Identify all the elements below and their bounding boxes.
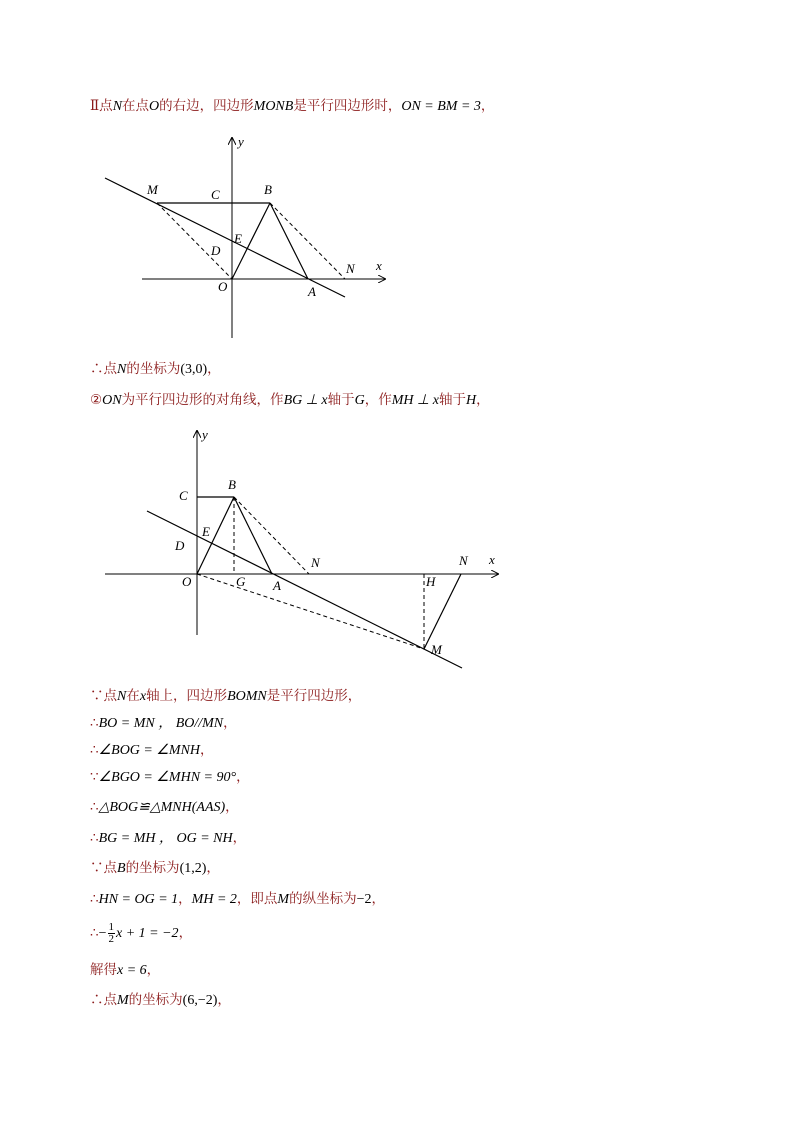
label-o: O [218, 279, 228, 294]
text: 的坐标为 [126, 361, 181, 377]
text: 的右边，四边形 [159, 98, 254, 114]
coordinate: (6,−2) [182, 993, 218, 1008]
equation: ∠BGO = ∠MHN = 90° [98, 770, 237, 785]
text: 是平行四边形时， [293, 98, 402, 114]
label-x: x [489, 552, 495, 567]
label-x: x [376, 258, 382, 273]
text: ∴ [90, 799, 99, 815]
text: Ⅱ点 [90, 98, 113, 114]
text-line-13 [90, 961, 160, 980]
segment-ba [270, 203, 308, 279]
equation: HN = OG = 1 [98, 892, 179, 907]
text: ，作 [364, 392, 392, 408]
text-line-8 [90, 798, 239, 817]
text: ， [146, 962, 161, 978]
text-line-1 [90, 97, 494, 116]
label-n2: N [459, 553, 468, 568]
label-h: H [426, 574, 436, 589]
text-line-11 [90, 890, 385, 909]
figure-1 [100, 130, 400, 345]
text-line-5 [90, 714, 237, 733]
var: H [465, 393, 477, 408]
text: ， [178, 891, 192, 907]
text: ∵点 [90, 688, 117, 704]
equation: BO = MN ， BO//MN [98, 716, 224, 731]
text-line-6 [90, 741, 214, 760]
var: N [112, 99, 123, 114]
var: ON [102, 393, 122, 408]
text: ， [200, 742, 214, 758]
label-a: A [273, 578, 281, 593]
label-o: O [182, 574, 192, 589]
var: O [149, 99, 160, 114]
var: G [354, 393, 365, 408]
text-line-12 [90, 922, 192, 945]
text: ， [480, 98, 495, 114]
fraction [108, 922, 116, 945]
text: 在点 [122, 98, 150, 114]
var: M [117, 993, 129, 1008]
label-g: G [236, 574, 246, 589]
equation: BG ⊥ x [283, 393, 328, 408]
coordinate: (1,2) [179, 861, 207, 876]
segment-bn [270, 203, 345, 279]
text: ， [225, 799, 239, 815]
label-m: M [431, 642, 442, 657]
line-l [147, 511, 462, 668]
equation: x + 1 = −2 [116, 926, 179, 941]
text-line-3 [90, 391, 490, 410]
text: ∴ [90, 742, 99, 758]
text: ， [206, 860, 220, 876]
label-e: E [202, 524, 210, 539]
label-c: C [179, 488, 188, 503]
figure-2 [100, 425, 510, 675]
label-a: A [308, 284, 316, 299]
text: ∴ [90, 830, 99, 846]
text: 轴于 [438, 392, 466, 408]
label-d: D [211, 243, 221, 258]
text: ， [232, 830, 247, 846]
text: ∴ [90, 891, 99, 907]
label-e: E [234, 231, 242, 246]
minus: − [98, 926, 107, 941]
text: ， [217, 992, 231, 1008]
text: 解得 [90, 962, 117, 978]
text: ② [90, 392, 103, 408]
text-line-7 [90, 768, 250, 787]
label-c: C [211, 187, 220, 202]
label-b: B [228, 477, 236, 492]
text: 在 [126, 688, 140, 704]
equation: x = 6 [117, 963, 147, 978]
label-y: y [238, 134, 244, 149]
equation: ∠BOG = ∠MNH [98, 743, 201, 758]
label-m: M [147, 182, 158, 197]
equation: MH ⊥ x [391, 393, 439, 408]
text: ∵点 [90, 860, 117, 876]
equation: BG = MH ， OG = NH [98, 831, 233, 846]
var: N [117, 362, 127, 377]
text: ∵ [90, 769, 99, 785]
var: x [139, 689, 147, 704]
var: N [117, 689, 127, 704]
segment-bn [234, 497, 309, 574]
value: −2 [356, 892, 372, 907]
text: 是平行四边形， [266, 688, 362, 704]
text-line-14 [90, 991, 231, 1010]
text: ， [207, 361, 221, 377]
segment-mo [157, 203, 232, 279]
var: MONB [253, 99, 294, 114]
text: 轴上，四边形 [146, 688, 228, 704]
segment-om [197, 574, 424, 649]
text: ， [236, 769, 250, 785]
text: ， [223, 715, 237, 731]
text: ∴点 [90, 361, 117, 377]
text-line-9 [90, 829, 246, 848]
text: ， [476, 392, 490, 408]
equation: ON = BM = 3 [401, 99, 481, 114]
text: ，即点 [236, 891, 278, 907]
text: 的纵坐标为 [289, 891, 357, 907]
text-line-10 [90, 859, 220, 878]
var: BOMN [227, 689, 267, 704]
var: M [277, 892, 290, 907]
fraction-num: 1 [108, 921, 114, 933]
text: ∴ [90, 715, 99, 731]
text-line-2 [90, 360, 221, 379]
text: ， [178, 925, 193, 941]
segment-ba [234, 497, 272, 574]
text: 的坐标为 [125, 860, 180, 876]
coordinate: (3,0) [180, 362, 208, 377]
text-line-4 [90, 687, 361, 706]
label-d: D [175, 538, 185, 553]
label-n1: N [311, 555, 320, 570]
label-n: N [346, 261, 355, 276]
label-y: y [202, 427, 208, 442]
text: 轴于 [327, 392, 355, 408]
text: ∴ [90, 925, 99, 941]
text: ∴点 [90, 992, 117, 1008]
text: ， [371, 891, 385, 907]
text: 的坐标为 [128, 992, 183, 1008]
text: 为平行四边形的对角线，作 [121, 392, 284, 408]
equation: MH = 2 [191, 892, 237, 907]
label-b: B [264, 182, 272, 197]
equation: △BOG≌△MNH(AAS) [98, 800, 226, 815]
fraction-den: 2 [108, 933, 114, 945]
var: B [117, 861, 126, 876]
